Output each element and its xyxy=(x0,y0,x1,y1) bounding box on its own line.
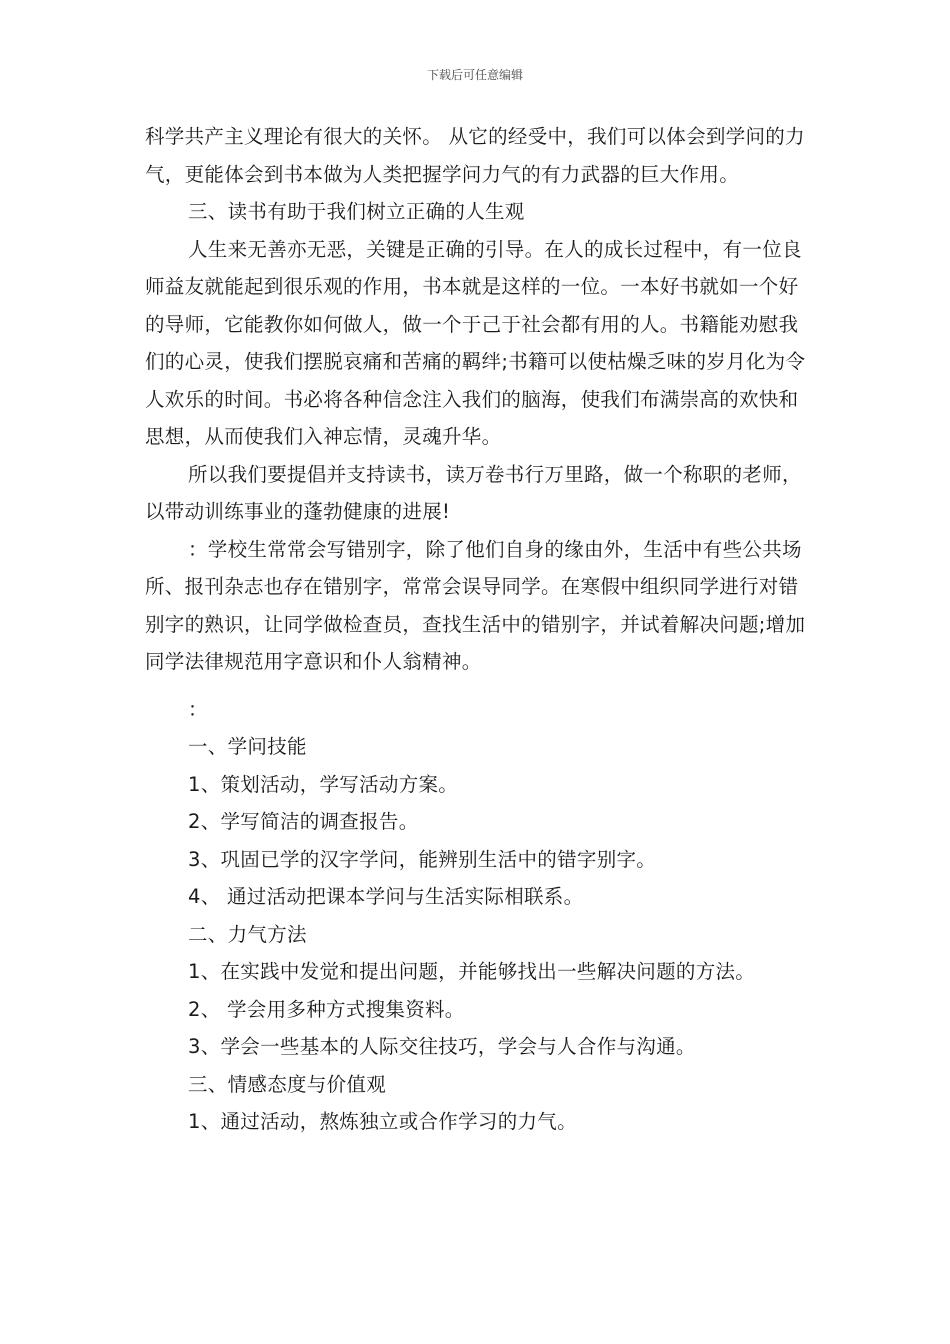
paragraph: ：学校生常常会写错别字，除了他们自身的缘由外，生活中有些公共场所、报刊杂志也存在错别字，常常会误导同学。在寒假中组织同学进行对错别字的熟识，让同学做检查员，查找生活中的错别字，并试着解决问题;增加同学法律规范用字意识和仆人翁精神。 xyxy=(145,537,806,673)
list-item: 2、学写简洁的调查报告。 xyxy=(188,810,419,833)
list-item: 3、学会一些基本的人际交往技巧，学会与人合作与沟通。 xyxy=(188,1035,696,1058)
section-heading: 三、读书有助于我们树立正确的人生观 xyxy=(188,200,525,223)
section-heading: 一、学问技能 xyxy=(188,735,307,758)
colon-line: ： xyxy=(188,697,208,721)
list-item: 1、通过活动，熬炼独立或合作学习的力气。 xyxy=(188,1110,577,1133)
section-heading: 二、力气方法 xyxy=(188,922,307,946)
list-item: 2、 学会用多种方式搜集资料。 xyxy=(188,997,465,1021)
page-header: 下载后可任意编辑 xyxy=(426,68,523,82)
list-item: 4、 通过活动把课本学问与生活实际相联系。 xyxy=(188,885,584,908)
list-item: 1、在实践中发觉和提出问题，并能够找出一些解决问题的方法。 xyxy=(188,960,756,983)
paragraph: 科学共产主义理论有很大的关怀。 从它的经受中，我们可以体会到学问的力气，更能体会到书本做为人类把握学问力气的有力武器的巨大作用。 xyxy=(145,125,805,186)
section-heading: 三、情感态度与价值观 xyxy=(188,1072,387,1096)
document-body xyxy=(145,118,813,1141)
list-item: 3、巩固已学的汉字学问，能辨别生活中的错字别字。 xyxy=(188,847,657,871)
paragraph: 所以我们要提倡并支持读书，读万卷书行万里路，做一个称职的老师，以带动训练事业的蓬勃健康的进展! xyxy=(145,462,802,523)
paragraph: 人生来无善亦无恶，关键是正确的引导。在人的成长过程中，有一位良师益友就能起到很乐观的作用，书本就是这样的一位。一本好书就如一个好的导师，它能教你如何做人，做一个于己于社会都有用的人。书籍能劝慰我们的心灵，使我们摆脱哀痛和苦痛的羁绊;书籍可以使枯燥乏味的岁月化为令人欢乐的时间。书必将各种信念注入我们的脑海，使我们布满崇高的欢快和思想，从而使我们入神忘情，灵魂升华。 xyxy=(145,237,806,448)
list-item: 1、策划活动，学写活动方案。 xyxy=(188,772,459,796)
